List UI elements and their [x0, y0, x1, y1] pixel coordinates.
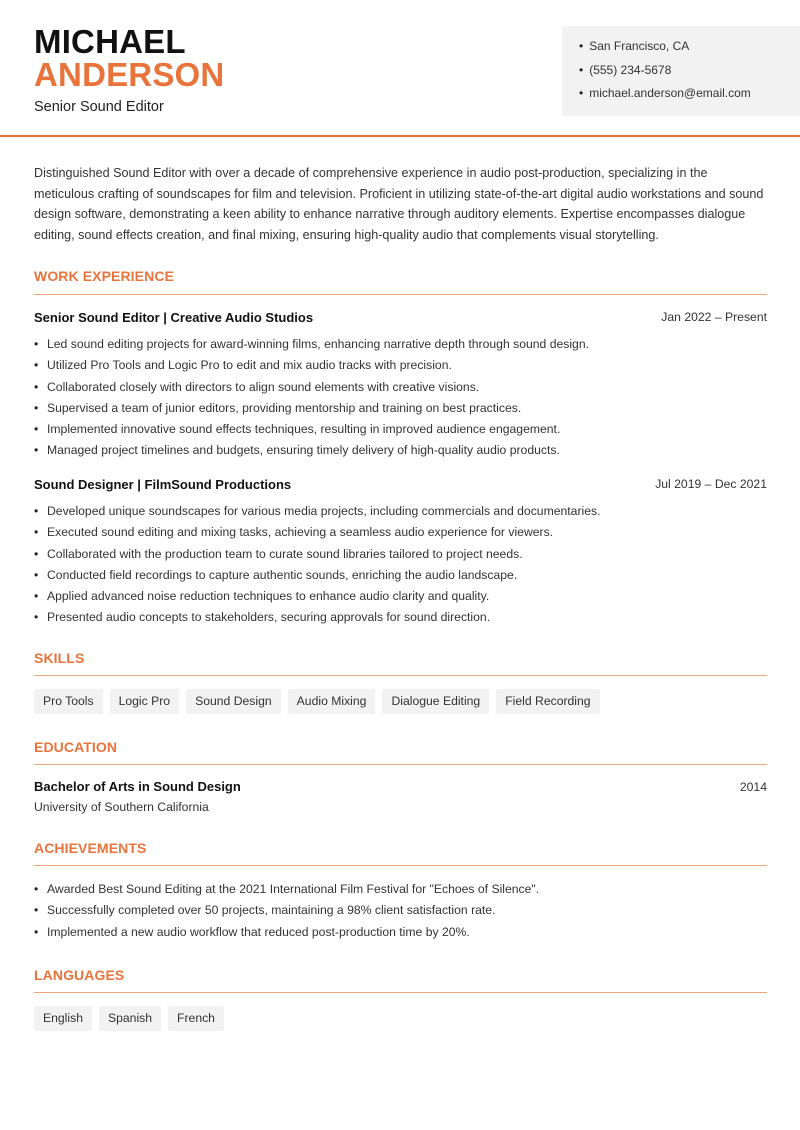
education-degree: Bachelor of Arts in Sound Design [34, 779, 241, 794]
list-item: • Collaborated closely with directors to align sound elements with creative visions. [34, 379, 767, 400]
achievements-list [34, 881, 767, 945]
list-item: • Supervised a team of junior editors, providing mentorship and training on best practices. [34, 400, 767, 421]
education-year: 2014 [739, 780, 767, 794]
job-bullets [34, 336, 767, 464]
list-item: • Successfully completed over 50 projects, maintaining a 98% client satisfaction rate. [34, 902, 767, 923]
skill-chip: Sound Design [186, 689, 281, 714]
list-item: • Led sound editing projects for award-winning films, enhancing narrative depth through sound design. [34, 336, 767, 357]
skill-chip: Pro Tools [34, 689, 103, 714]
job-entry-header [34, 310, 767, 328]
contact-location: • San Francisco, CA [579, 38, 800, 62]
list-item: • Implemented a new audio workflow that reduced post-production time by 20%. [34, 924, 767, 945]
first-name: MICHAEL [34, 23, 186, 60]
languages-list [34, 1006, 224, 1031]
section-divider [34, 992, 767, 993]
job-entry-header [34, 477, 767, 495]
skills-list [34, 689, 600, 714]
section-divider [34, 294, 767, 295]
list-item: • Executed sound editing and mixing tasks, achieving a seamless audio experience for viewers. [34, 524, 767, 545]
list-item: • Awarded Best Sound Editing at the 2021 International Film Festival for "Echoes of Silence". [34, 881, 767, 902]
list-item: • Applied advanced noise reduction techniques to enhance audio clarity and quality. [34, 588, 767, 609]
language-chip: French [168, 1006, 224, 1031]
section-divider [34, 764, 767, 765]
skill-chip: Field Recording [496, 689, 599, 714]
list-item: • Presented audio concepts to stakeholders, securing approvals for sound direction. [34, 609, 767, 630]
list-item: • Managed project timelines and budgets, ensuring timely delivery of high-quality audio products. [34, 442, 767, 463]
skill-chip: Dialogue Editing [382, 689, 489, 714]
last-name: ANDERSON [34, 56, 225, 93]
skill-chip: Audio Mixing [288, 689, 376, 714]
job-title: Senior Sound Editor [34, 99, 164, 115]
section-divider [34, 865, 767, 866]
section-title-skills: SKILLS [34, 650, 85, 666]
education-school: University of Southern California [34, 800, 209, 814]
job-bullets [34, 503, 767, 631]
job-role: Sound Designer | FilmSound Productions [34, 477, 292, 492]
contact-email[interactable]: • michael.anderson@email.com [579, 85, 800, 109]
section-title-achievements: ACHIEVEMENTS [34, 840, 147, 856]
language-chip: Spanish [99, 1006, 161, 1031]
resume-header [0, 0, 800, 137]
contact-phone: • (555) 234-5678 [579, 62, 800, 86]
professional-summary: Distinguished Sound Editor with over a decade of comprehensive experience in audio post-production, specializing in the meticulous crafting of soundscapes for film and television. Proficient in utilizing state-of-the-art digital audio workstations and sound design software, demonstrating a keen ability to enhance narrative through auditory elements. Expertise encompasses dialogue editing, sound effects creation, and final mixing, ensuring high-quality audio that complements visual storytelling. [34, 166, 764, 243]
job-dates: Jul 2019 – Dec 2021 [655, 477, 767, 491]
list-item: • Collaborated with the production team to curate sound libraries tailored to project needs. [34, 546, 767, 567]
skill-chip: Logic Pro [110, 689, 180, 714]
list-item: • Conducted field recordings to capture authentic sounds, enriching the audio landscape. [34, 567, 767, 588]
language-chip: English [34, 1006, 92, 1031]
section-divider [34, 675, 767, 676]
section-title-education: EDUCATION [34, 739, 118, 755]
job-role: Senior Sound Editor | Creative Audio Studios [34, 310, 314, 325]
list-item: • Utilized Pro Tools and Logic Pro to edit and mix audio tracks with precision. [34, 357, 767, 378]
section-title-languages: LANGUAGES [34, 967, 125, 983]
list-item: • Implemented innovative sound effects techniques, resulting in improved audience engagement. [34, 421, 767, 442]
section-title-work: WORK EXPERIENCE [34, 268, 174, 284]
job-dates: Jan 2022 – Present [661, 310, 767, 324]
contact-box [562, 26, 800, 116]
list-item: • Developed unique soundscapes for various media projects, including commercials and documentaries. [34, 503, 767, 524]
